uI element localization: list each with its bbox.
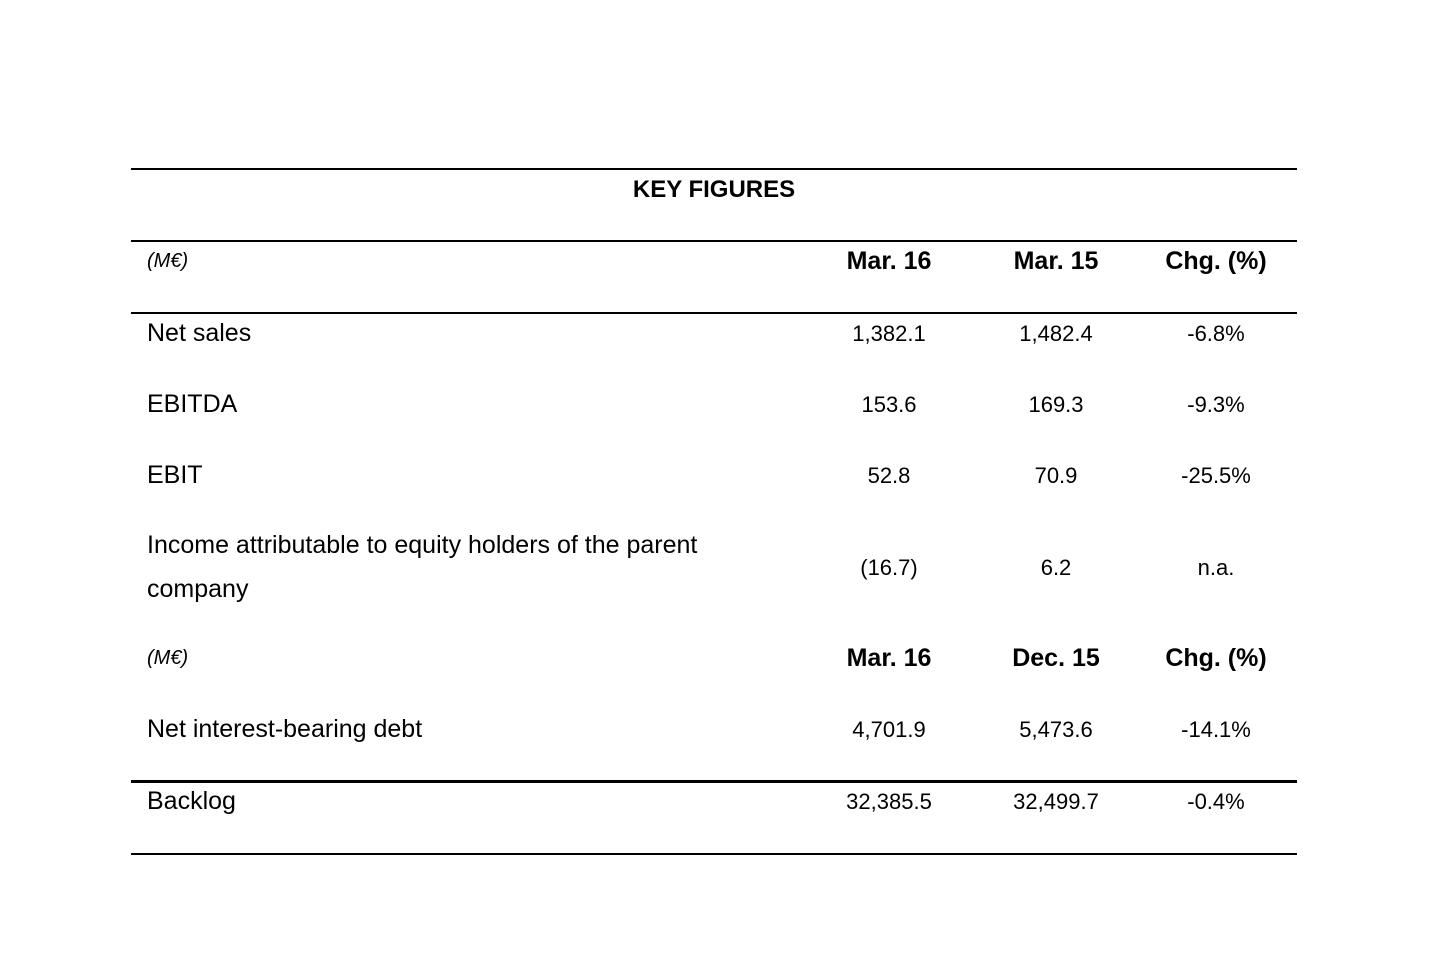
- cell: 6.2: [1040, 555, 1072, 580]
- cell: 5,473.6: [1019, 717, 1093, 742]
- cell: 153.6: [861, 392, 917, 417]
- table-title: KEY FIGURES: [632, 176, 796, 203]
- cell: (16.7): [860, 555, 918, 580]
- row-label: Income attributable to equity holders of the parent: [147, 531, 698, 559]
- cell: -0.4%: [1187, 789, 1245, 814]
- column-header: Mar. 16: [846, 247, 932, 275]
- column-header: Mar. 16: [846, 644, 932, 672]
- cell: 169.3: [1028, 392, 1084, 417]
- header-bottom-rule: [131, 312, 1297, 314]
- table-top-rule: [131, 168, 1297, 170]
- cell: -6.8%: [1187, 321, 1245, 346]
- column-header: Chg. (%): [1165, 644, 1267, 672]
- cell: 70.9: [1034, 463, 1078, 488]
- row-label: EBIT: [147, 461, 203, 489]
- row-label: EBITDA: [147, 390, 238, 418]
- row-label: Backlog: [147, 787, 236, 815]
- unit-label: (M€): [147, 647, 189, 669]
- cell: 32,385.5: [846, 789, 932, 814]
- cell: 52.8: [867, 463, 911, 488]
- cell: 1,482.4: [1019, 321, 1093, 346]
- cell: 1,382.1: [852, 321, 926, 346]
- cell: 32,499.7: [1013, 789, 1099, 814]
- cell: -9.3%: [1187, 392, 1245, 417]
- row-label-continued: company: [147, 575, 249, 603]
- column-header: Chg. (%): [1165, 247, 1267, 275]
- cell: 4,701.9: [852, 717, 926, 742]
- unit-label: (M€): [147, 250, 189, 272]
- column-header: Dec. 15: [1012, 644, 1100, 672]
- section-rule: [131, 780, 1297, 783]
- header-top-rule: [131, 240, 1297, 242]
- table-bottom-rule: [131, 853, 1297, 855]
- row-label: Net sales: [147, 319, 252, 347]
- cell: n.a.: [1197, 555, 1235, 580]
- column-header: Mar. 15: [1013, 247, 1099, 275]
- cell: -25.5%: [1181, 463, 1251, 488]
- cell: -14.1%: [1181, 717, 1251, 742]
- row-label: Net interest-bearing debt: [147, 715, 423, 743]
